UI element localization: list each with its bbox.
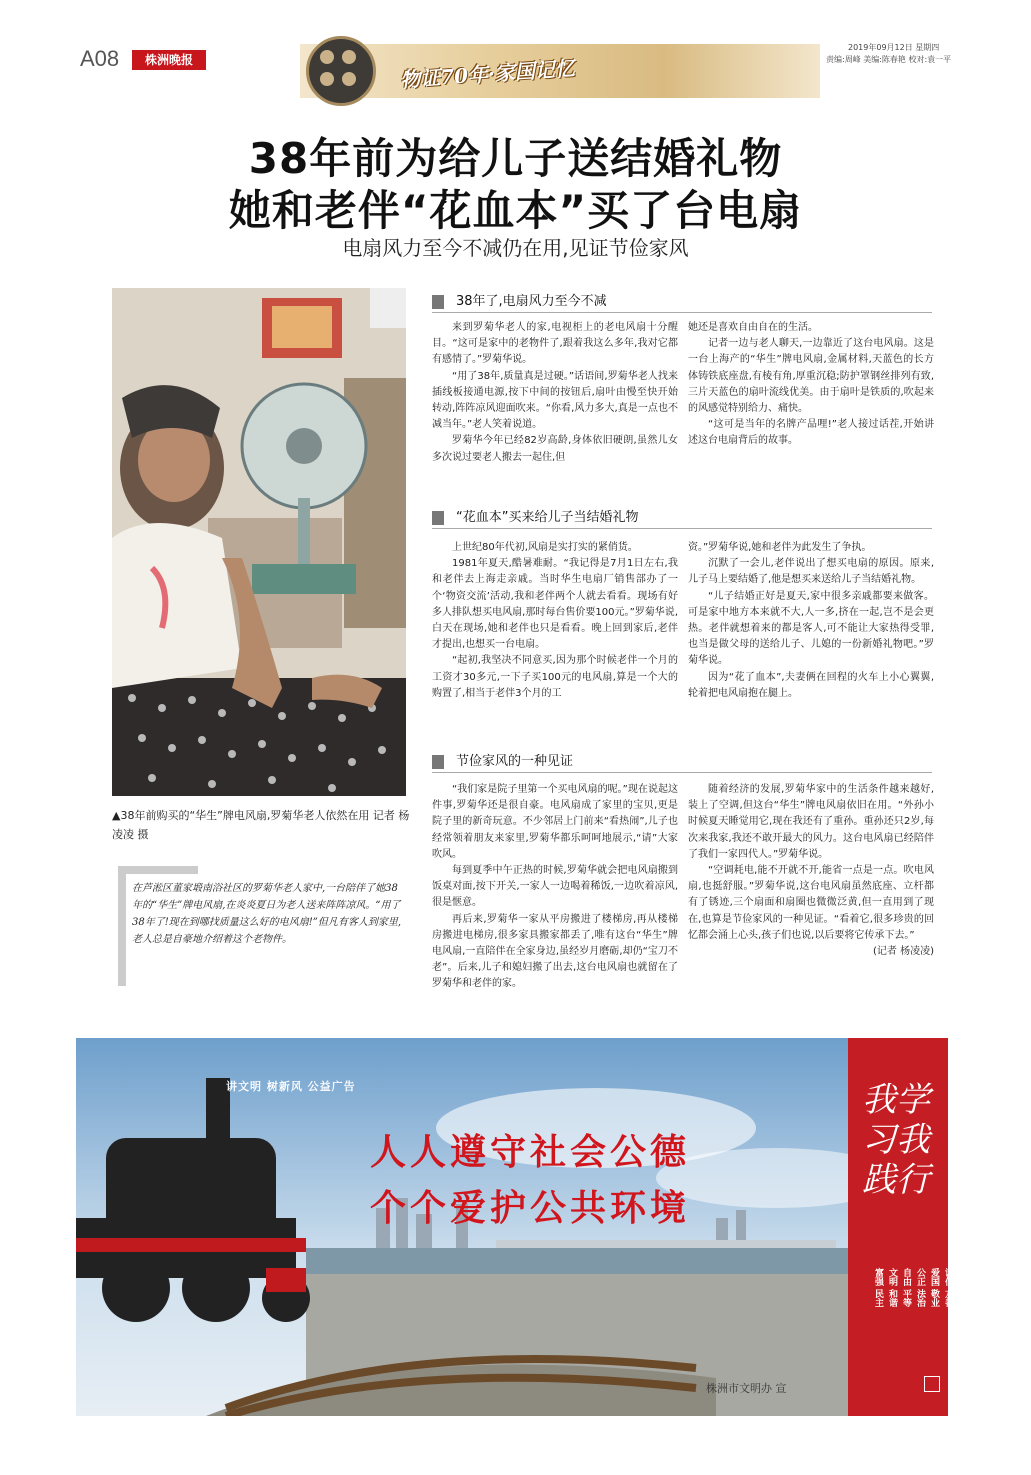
issue-date: 2019年09月12日 星期四: [848, 43, 940, 52]
paragraph: 再后来,罗菊华一家从平房搬进了楼梯房,再从楼梯房搬进电梯房,很多家具搬家都丢了,唯有这台“华生”牌电风扇,一直陪伴在全家身边,虽经岁月磨砺,却仍“宝刀不老”。后来,儿子和媳妇搬了出去,这台电风扇也就留在了罗菊华和老伴的家。: [432, 913, 678, 990]
ad-tagline: 讲文明 树新风 公益广告: [226, 1080, 356, 1093]
section-heading-text: “花血本”买来给儿子当结婚礼物: [456, 510, 639, 525]
section-divider: [432, 528, 932, 529]
film-reel-icon: [306, 36, 376, 106]
quote-bracket-vertical: [118, 866, 126, 986]
headline-line-1: 38年前为给儿子送结婚礼物: [248, 134, 783, 183]
section-2-right-column: [688, 540, 934, 702]
article-photo: [112, 288, 406, 796]
core-value: 文明 和谐: [887, 1268, 897, 1308]
core-values-list: [872, 1268, 953, 1308]
paragraph: 1981年夏天,酷暑难耐。“我记得是7月1日左右,我和老伴去上海走亲戚。当时华生电扇厂销售部办了一个‘物资交流’活动,我和老伴两个人就去看看。现场有好多人排队想买电风扇,那时每台售价要100元。”罗菊华说,白天在现场,她和老伴也只是看看。晚上回到家后,老伴才提出,也想买一台电扇。: [432, 558, 678, 651]
ad-credit: 株洲市文明办 宣: [706, 1382, 787, 1395]
paragraph: 罗菊华今年已经82岁高龄,身体依旧硬朗,虽然儿女多次说过要老人搬去一起住,但: [432, 435, 678, 463]
core-value: 富强 民主: [873, 1268, 883, 1308]
paragraph: “这可是当年的名牌产品哩!”老人接过话茬,开始讲述这台电扇背后的故事。: [688, 419, 934, 447]
newspaper-masthead-logo: 株洲晚报: [132, 50, 206, 70]
ad-calligraphy-slogan: 我学习我践行: [862, 1080, 930, 1200]
ad-slogan-line-2: 个个爱护公共环境: [370, 1187, 691, 1229]
section-divider: [432, 772, 932, 773]
section-marker-icon: [432, 511, 444, 525]
core-value: 诚信 友善: [943, 1268, 953, 1308]
section-divider: [432, 312, 932, 313]
page-number: A08: [80, 46, 120, 71]
editor-credits: 责编:周峰 美编:陈春艳 校对:袁一平: [826, 55, 952, 64]
quote-bracket-horizontal: [118, 866, 198, 874]
paragraph: “用了38年,质量真是过硬。”话语间,罗菊华老人找来插线板接通电源,按下中间的按钮后,扇叶由慢至快开始转动,阵阵凉风迎面吹来。“你看,风力多大,真是一点也不减当年。”老人笑着说道。: [432, 370, 678, 431]
paragraph: 因为“花了血本”,夫妻俩在回程的火车上小心翼翼,轮着把电风扇抱在腿上。: [688, 671, 934, 699]
section-3-left-column: [432, 782, 678, 993]
section-2-left-column: [432, 540, 678, 702]
core-value: 自由 平等: [901, 1268, 911, 1308]
photo-caption: ▲38年前购买的“华生”牌电风扇,罗菊华老人依然在用 记者 杨凌凌 摄: [112, 809, 410, 841]
section-heading-text: 节俭家风的一种见证: [456, 754, 574, 769]
paragraph: “起初,我坚决不同意买,因为那个时候老伴一个月的工资才30多元,一下子买100元的电风扇,算是一个大的购置了,相当于老伴3个月的工: [432, 655, 678, 699]
section-heading-1: [432, 290, 607, 309]
intro-quote-box: [118, 866, 408, 986]
section-1-left-column: [432, 320, 678, 466]
byline: (记者 杨凌凌): [873, 946, 934, 958]
paragraph: 资。”罗菊华说,她和老伴为此发生了争执。: [688, 542, 872, 553]
seal-stamp-icon: [924, 1376, 940, 1392]
section-1-right-column: [688, 320, 934, 450]
core-value: 爱国 敬业: [929, 1268, 939, 1308]
column-banner-title: 物证70年·家国记忆: [399, 55, 576, 93]
subheadline: 电扇风力至今不减仍在用,见证节俭家风: [342, 236, 689, 260]
intro-quote-text: 在芦淞区董家塅南浴社区的罗菊华老人家中,一台陪伴了她38年的“华生”牌电风扇,在炎炎夏日为老人送来阵阵凉风。“用了38年了!现在到哪找质量这么好的电风扇!”但凡有客人到家里,老人总是自豪地介绍着这个老物件。: [132, 883, 402, 945]
section-heading-2: [432, 506, 638, 525]
paragraph: “我们家是院子里第一个买电风扇的呢。”现在说起这件事,罗菊华还是很自豪。电风扇成了家里的宝贝,更是院子里的新奇玩意。不少邻居上门前来“看热闹”,儿子也经常领着朋友来家里,罗菊华都乐呵呵地展示,“请”大家吹风。: [432, 784, 678, 860]
paragraph: 沉默了一会儿,老伴说出了想买电扇的原因。原来,儿子马上要结婚了,他是想买来送给儿子当结婚礼物。: [688, 558, 934, 586]
section-heading-text: 38年了,电扇风力至今不减: [456, 294, 607, 309]
ad-slogan-line-1: 人人遵守社会公德: [370, 1131, 691, 1173]
section-heading-3: [432, 750, 573, 769]
section-3-right-column: [688, 782, 934, 960]
paragraph: 她还是喜欢自由自在的生活。: [688, 322, 818, 333]
paragraph: “空调耗电,能不开就不开,能省一点是一点。吹电风扇,也挺舒服。”罗菊华说,这台电风扇虽然底座、立杆都有了锈迹,三个扇面和扇圈也微微泛黄,但一直用到了现在,也算是节俭家风的一种见证。“看着它,很多珍贵的回忆都会涌上心头,孩子们也说,以后要将它传承下去。”: [688, 865, 934, 941]
paragraph: 记者一边与老人聊天,一边靠近了这台电风扇。这是一台上海产的“华生”牌电风扇,金属材料,天蓝色的长方体铸铁底座盘,有棱有角,厚重沉稳;防护罩钢丝排列有致,三片天蓝色的扇叶流线优美。由于扇叶是铁质的,吹起来的风感觉特别给力、痛快。: [688, 338, 934, 415]
paragraph: 每到夏季中午正热的时候,罗菊华就会把电风扇搬到饭桌对面,按下开关,一家人一边喝着稀饭,一边吹着凉风,很是惬意。: [432, 865, 678, 909]
paragraph: 随着经济的发展,罗菊华家中的生活条件越来越好,装上了空调,但这台“华生”牌电风扇依旧在用。“外孙小时候夏天睡觉用它,现在我还有了重孙。重孙还只2岁,每次来我家,我还不敢开最大的风力。这台电风扇已经陪伴了我们一家四代人。”罗菊华说。: [688, 784, 934, 860]
core-value: 公正 法治: [915, 1268, 925, 1308]
section-marker-icon: [432, 755, 444, 769]
paragraph: 来到罗菊华老人的家,电视柜上的老电风扇十分醒目。“这可是家中的老物件了,跟着我这么多年,我对它都有感情了。”罗菊华说。: [432, 322, 678, 366]
headline-line-2: 她和老伴“花血本”买了台电扇: [228, 186, 803, 235]
section-marker-icon: [432, 295, 444, 309]
paragraph: “儿子结婚正好是夏天,家中很多亲戚都要来做客。可是家中地方本来就不大,人一多,挤在一起,岂不是会更热。老伴就想着来的都是客人,可不能让大家热得受罪,也当是做父母的送给儿子、儿媳的一份新婚礼物吧。”罗菊华说。: [688, 590, 934, 667]
paragraph: 上世纪80年代初,风扇是实打实的紧俏货。: [452, 542, 638, 553]
